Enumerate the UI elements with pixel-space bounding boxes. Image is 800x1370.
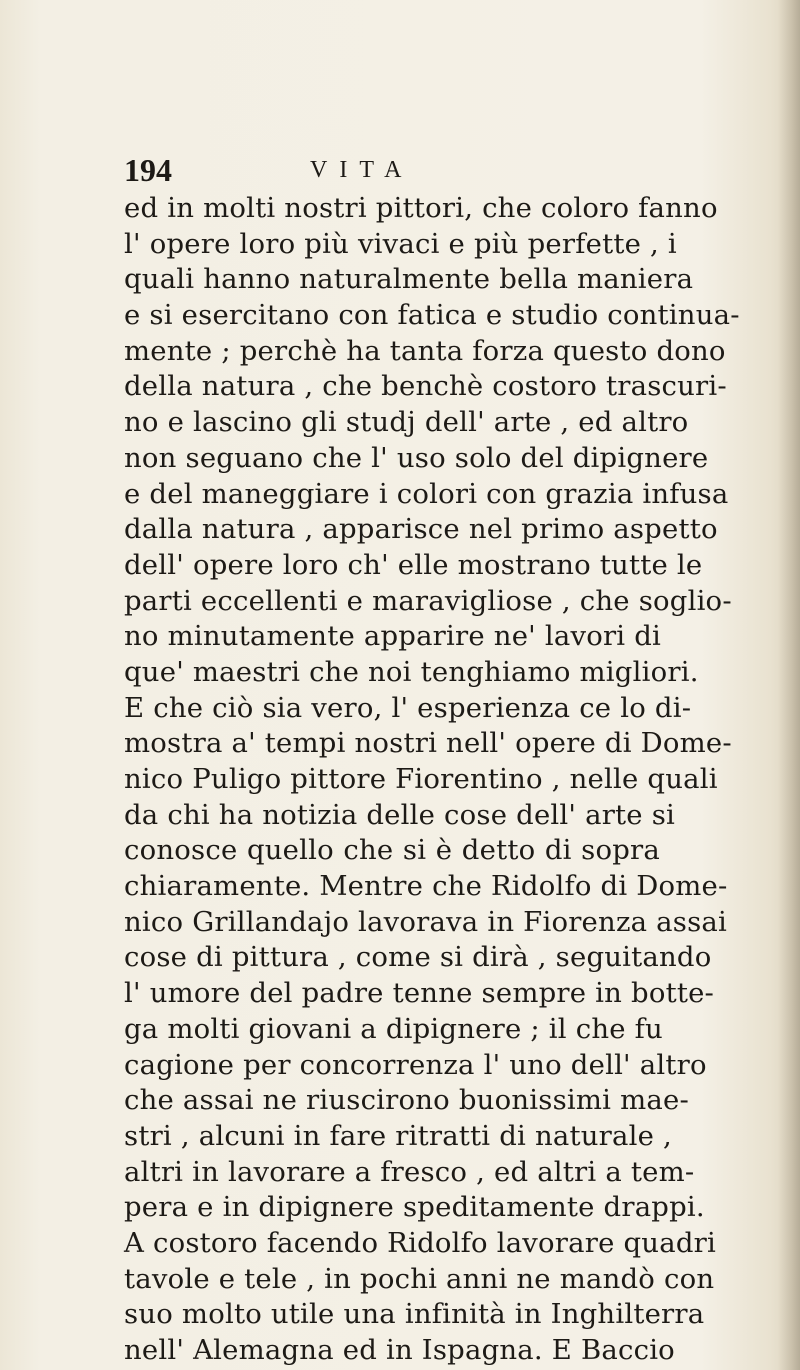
running-title: VITA [310,157,414,183]
text-line: della natura , che benchè costoro trascuri- [124,370,727,403]
text-line: parti eccellenti e maravigliose , che soglio- [124,584,732,617]
page-header [124,150,684,190]
text-line: e del maneggiare i colori con grazia infusa [124,477,729,510]
page-edge-shadow [778,0,800,1370]
text-line: da chi ha notizia delle cose dell' arte si [124,798,676,831]
text-line: e si esercitano con fatica e studio continua- [124,299,740,332]
text-line: A costoro facendo Ridolfo lavorare quadri [124,1226,716,1259]
text-line: E che ciò sia vero, l' esperienza ce lo di- [124,691,692,724]
text-line: no minutamente apparire ne' lavori di [124,620,662,653]
text-line: l' opere loro più vivaci e più perfette , i [124,227,677,260]
text-line: tavole e tele , in pochi anni ne mandò con [124,1262,715,1295]
text-line: nell' Alemagna ed in Ispagna. E Baccio [124,1334,675,1366]
text-line: cagione per concorrenza l' uno dell' altro [124,1048,707,1081]
text-line: dell' opere loro ch' elle mostrano tutte le [124,548,703,581]
text-line: l' umore del padre tenne sempre in botte- [124,977,715,1010]
text-line: quali hanno naturalmente bella maniera [124,263,694,296]
page-number: 194 [124,152,172,188]
body-text [124,191,740,1369]
text-line: non seguano che l' uso solo del dipignere [124,441,709,474]
text-line: que' maestri che noi tenghiamo migliori. [124,655,699,688]
text-line: ed in molti nostri pittori, che coloro fanno [124,192,718,224]
text-line: mostra a' tempi nostri nell' opere di Dome- [124,727,732,760]
text-line: che assai ne riuscirono buonissimi mae- [124,1084,689,1117]
text-line: chiaramente. Mentre che Ridolfo di Dome- [124,870,728,903]
text-line: conosce quello che si è detto di sopra [124,834,660,867]
text-line: cose di pittura , come si dirà , seguitando [124,941,712,974]
text-line: pera e in dipignere speditamente drappi. [124,1191,705,1224]
text-line: stri , alcuni in fare ritratti di naturale , [124,1119,672,1152]
text-line: dalla natura , apparisce nel primo aspetto [124,513,718,546]
text-line: nico Puligo pittore Fiorentino , nelle quali [124,763,718,795]
text-line: suo molto utile una infinità in Inghilterra [124,1298,705,1331]
text-line: nico Grillandajo lavorava in Fiorenza assai [124,905,727,938]
text-line: altri in lavorare a fresco , ed altri a tem- [124,1155,695,1188]
text-line: no e lascino gli studj dell' arte , ed altro [124,406,689,439]
text-line: ga molti giovani a dipignere ; il che fu [124,1012,663,1045]
text-line: mente ; perchè ha tanta forza questo dono [124,334,726,367]
